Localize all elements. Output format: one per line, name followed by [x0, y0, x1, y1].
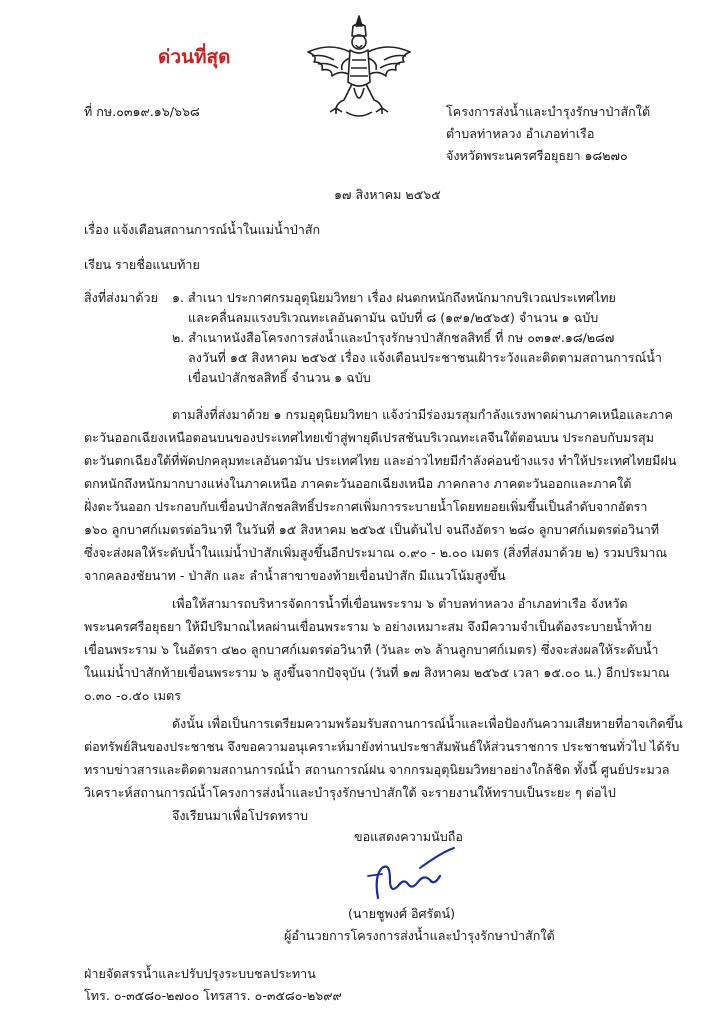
paragraph-line: ซึ่งจะส่งผลให้ระดับน้ำในแม่น้ำป่าสักเพิ่มสูงขึ้นอีกประมาณ ๐.๙๐ - ๒.๐๐ เมตร (สิ่งที่ส่งมาด้วย ๒) รวมปริมาณ	[84, 545, 668, 560]
paragraph-line: ในแม่น้ำป่าสักท้ายเขื่อนพระราม ๖ สูงขึ้นจากปัจจุบัน (วันที่ ๑๗ สิงหาคม ๒๕๖๕ เวลา ๑๕.๐๐ น.) อีกประมาณ	[84, 665, 670, 680]
footer-contact: โทร. ๐-๓๕๘๐-๒๗๐๐ โทรสาร. ๐-๓๕๘๐-๒๖๙๙	[84, 988, 342, 1003]
enclosure-line: และคลื่นลมแรงบริเวณทะเลอันดามัน ฉบับที่ ๘ (๑๙๑/๒๕๖๕) จำนวน ๑ ฉบับ	[188, 310, 599, 325]
subject-line: เรื่อง แจ้งเตือนสถานการณ์น้ำในแม่น้ำป่าสัก	[84, 222, 321, 237]
handwritten-signature	[360, 846, 460, 906]
enclosures-label: สิ่งที่ส่งมาด้วย	[84, 290, 158, 305]
paragraph-line: เขื่อนพระราม ๖ ในอัตรา ๔๒๐ ลูกบาศก์เมตรต่อวินาที (วันละ ๓๖ ล้านลูกบาศก์เมตร) ซึ่งจะส่งผลให้ระดับน้ำ	[84, 642, 659, 657]
signer-name: (นายชูพงศ์ อิศรัตน์)	[348, 906, 455, 921]
body-paragraph-3	[84, 712, 683, 804]
paragraph-line: ๐.๓๐ -๐.๕๐ เมตร	[84, 688, 181, 703]
enclosure-line: ๑. สำเนา ประกาศกรมอุตุนิยมวิทยา เรื่อง ฝนตกหนักถึงหนักมากบริเวณประเทศไทย	[172, 290, 616, 305]
closing-line: จึงเรียนมาเพื่อโปรดทราบ	[172, 808, 308, 823]
sender-line-3: จังหวัดพระนครศรีอยุธยา ๑๘๒๗๐	[446, 148, 628, 163]
enclosure-line: ๒. สำเนาหนังสือโครงการส่งน้ำและบำรุงรักษาป่าสักชลสิทธิ์ ที่ กษ ๐๓๑๙.๑๘/๒๘๗	[172, 330, 615, 345]
signer-position: ผู้อำนวยการโครงการส่งน้ำและบำรุงรักษาป่าสักใต้	[284, 928, 555, 943]
paragraph-line: ทราบข่าวสารและติดตามสถานการณ์น้ำ สถานการณ์ฝน จากกรมอุตุนิยมวิทยาอย่างใกล้ชิด ทั้งนี้ ศูนย์ประมวล	[84, 762, 670, 777]
paragraph-line: วิเคราะห์สถานการณ์น้ำโครงการส่งน้ำและบำรุงรักษาป่าสักใต้ จะรายงานให้ทราบเป็นระยะ ๆ ต่อไป	[84, 785, 616, 800]
paragraph-line: ๑๖๐ ลูกบาศก์เมตรต่อวินาที ในวันที่ ๑๕ สิงหาคม ๒๕๖๕ เป็นต้นไป จนถึงอัตรา ๒๘๐ ลูกบาศก์เมตรต่อวินาที	[84, 522, 660, 537]
paragraph-line: ตะวันตกเฉียงใต้ที่พัดปกคลุมทะเลอันดามัน ประเทศไทย และอ่าวไทยมีกำลังค่อนข้างแรง ทำให้ประเทศไทยมีฝน	[84, 453, 677, 468]
garuda-emblem	[300, 12, 418, 124]
paragraph-line: ดังนั้น เพื่อเป็นการเตรียมความพร้อมรับสถานการณ์น้ำและเพื่อป้องกันความเสียหายที่อาจเกิดขึ้น	[172, 716, 683, 731]
document-number: ที่ กษ.๐๓๑๙.๑๖/๖๖๘	[84, 104, 200, 119]
sender-line-2: ตำบลท่าหลวง อำเภอท่าเรือ	[446, 126, 595, 141]
enclosure-line: ลงวันที่ ๑๕ สิงหาคม ๒๕๖๕ เรื่อง แจ้งเตือนประชาชนเฝ้าระวังและติดตามสถานการณ์น้ำ	[188, 350, 662, 365]
paragraph-line: ตะวันออกเฉียงเหนือตอนบนของประเทศไทยเข้าสู่พายุดีเปรสชันบริเวณทะเลจีนใต้ตอนบน ประกอบกับมรสุม	[84, 430, 655, 445]
recipient-line: เรียน รายชื่อแนบท้าย	[84, 257, 200, 272]
paragraph-line: จากคลองชัยนาท - ป่าสัก และ ลำน้ำสาขาของท้ายเขื่อนป่าสัก มีแนวโน้มสูงขึ้น	[84, 568, 506, 583]
paragraph-line: เพื่อให้สามารถบริหารจัดการน้ำที่เขื่อนพระราม ๖ ตำบลท่าหลวง อำเภอท่าเรือ จังหวัด	[172, 596, 628, 611]
footer-department: ฝ่ายจัดสรรน้ำและปรับปรุงระบบชลประทาน	[84, 966, 316, 981]
paragraph-line: ฝั่งตะวันออก ประกอบกับเขื่อนป่าสักชลสิทธิ์ประกาศเพิ่มการระบายน้ำโดยทยอยเพิ่มขึ้นเป็นลำดับจากอัตรา	[84, 499, 648, 514]
body-paragraph-2	[84, 592, 670, 707]
paragraph-line: ตามสิ่งที่ส่งมาด้วย ๑ กรมอุตุนิยมวิทยา แจ้งว่ามีร่องมรสุมกำลังแรงพาดผ่านภาคเหนือและภาค	[172, 407, 673, 422]
paragraph-line: ต่อทรัพย์สินของประชาชน จึงขอความอนุเคราะห์มายังท่านประชาสัมพันธ์ให้ส่วนราชการ ประชาชนทั่วไป ได้รับ	[84, 739, 680, 754]
urgency-label: ด่วนที่สุด	[158, 46, 231, 68]
paragraph-line: พระนครศรีอยุธยา ให้มีปริมาณไหลผ่านเขื่อนพระราม ๖ อย่างเหมาะสม จึงมีความจำเป็นต้องระบายน้ำท้าย	[84, 619, 652, 634]
regards-line: ขอแสดงความนับถือ	[354, 829, 463, 844]
document-date: ๑๗ สิงหาคม ๒๕๖๕	[334, 187, 441, 202]
paragraph-line: ตกหนักถึงหนักมากบางแห่งในภาคเหนือ ภาคตะวันออกเฉียงเหนือ ภาคกลาง ภาคตะวันออกและภาคใต้	[84, 476, 632, 491]
sender-line-1: โครงการส่งน้ำและบำรุงรักษาป่าสักใต้	[446, 104, 651, 119]
body-paragraph-1	[84, 403, 676, 587]
enclosure-line: เขื่อนป่าสักชลสิทธิ์ จำนวน ๑ ฉบับ	[188, 370, 371, 385]
